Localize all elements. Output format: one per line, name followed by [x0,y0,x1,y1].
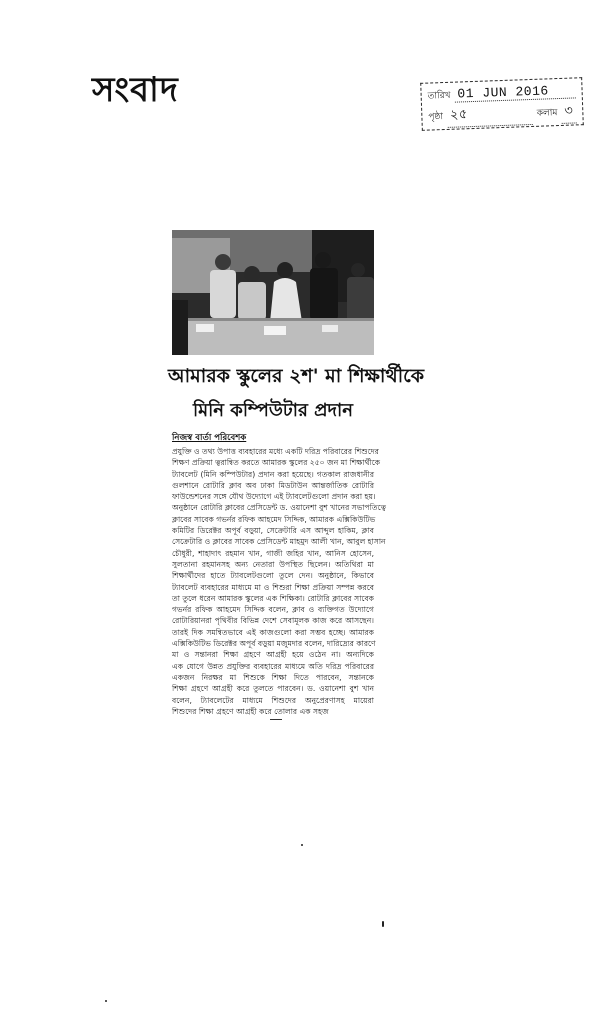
stamp-column-value: ৩ [561,101,577,124]
body-line: একজন নিরক্ষর মা শিশুকে শিক্ষা দিতে পারবেন, সন্তানকে [172,672,374,682]
body-line: কমিটির ডিরেক্টর অপূর্ব বড়ুয়া, সেক্রেটারি এস আব্দুল হাকিম, ক্লাব [172,526,374,536]
article-byline: নিজস্ব বার্তা পরিবেশক [172,433,247,443]
body-line: শিশুদের শিক্ষা গ্রহণে আগ্রহী করে তোলার এক সহজ [172,706,329,716]
body-line: অনুষ্ঠানে রোটারি ক্লাবের প্রেসিডেন্ট ড. ওয়ানেশা বুশ খানের সভাপতিত্বে [172,503,387,513]
body-line: শিক্ষার্থীদের হাতে ট্যাবলেটগুলো তুলে দেন। অনুষ্ঠানে, কিভাবে [172,571,374,581]
article-body [172,446,387,717]
body-line: এক্সিকিউটিভ ডিরেক্টর অপূর্ব বড়ুয়া মজুমদার বলেন, দারিদ্র্যের কারণে [172,639,376,649]
body-line: ট্যাবলেট ব্যবহারের মাধ্যমে মা ও শিশুরা শিক্ষা প্রক্রিয়া সম্পন্ন করবে [172,582,374,592]
body-line: সেক্রেটারি ও ক্লাবের সাবেক প্রেসিডেন্ট মাহমুদ আলী খান, আবুল হাসান [172,537,386,547]
scan-speck [301,844,303,846]
body-line: ফাউন্ডেশনের সঙ্গে যৌথ উদ্যোগে এই ট্যাবলেটগুলো প্রদান করা হয়। [172,492,376,502]
scan-speck [382,921,384,927]
body-line: গুলশানে রোটারি ক্লাব অব ঢাকা মিডটাউন আন্তর্জাতিক রোটারি [172,480,374,490]
body-line: চৌধুরী, শাহাদাৎ রহমান খান, গাজী জহির খান, আনিস হোসেন, [172,548,374,558]
body-line: প্রযুক্তি ও তথ্য উপাত্ত ব্যবহারের মধ্যে একটি দরিদ্র পরিবারের শিশুদের [172,447,379,456]
stamp-page-label: পৃষ্ঠা [428,112,444,123]
article-headline: আমারক স্কুলের ২শ' মা শিক্ষার্থীকে [168,365,425,387]
body-line: ট্যাবলেট (মিনি কম্পিউটার) প্রদান করা হয়েছে। গতকাল রাজধানীর [172,469,374,479]
stamp-date-value: 01 JUN 2016 [454,82,576,102]
stamp-date-label: তারিখ [427,90,451,102]
body-line: এক যোগে উন্নত প্রযুক্তির ব্যবহারের মাধ্যমে অতি দরিদ্র পরিবারের [172,661,374,671]
scan-speck [105,1000,107,1002]
body-line: ক্লাবের সাবেক গভর্নর রফিক আহমেদ সিদ্দিক, আমারক এক্সিকিউটিভ [172,514,376,524]
body-line: গভর্নর রফিক আহমেদ সিদ্দিক বলেন, ক্লাব ও ব্যক্তিগত উদ্যোগে [172,605,374,615]
body-line: সুলতানা রহমানসহ অন্য নেতারা উপস্থিত ছিলেন। অতিথিরা মা [172,559,374,569]
body-line: বলেন, ট্যাবলেটের মাধ্যমে শিশুদের অনুপ্রেরণাসহ মায়েরা [172,695,374,705]
stamp-page-row [428,101,577,125]
body-line: তারই দিক সমন্বিতভাবে এই কাজগুলো করা সম্ভব হচ্ছে। আমারক [172,627,374,637]
body-line: তা তুলে ধরেন আমারক স্কুলের এক শিক্ষিকা। রোটারি ক্লাবের সাবেক [172,593,374,603]
clipping-date-stamp [420,77,584,131]
body-line: মা ও সন্তানরা শিক্ষা গ্রহণে আগ্রহী হয়ে ওঠেন না। অন্যদিকে [172,650,374,660]
masthead-logo: সংবাদ [92,70,179,110]
article-photo [172,230,374,355]
stamp-page-value: ২৫ [447,103,534,128]
body-line: শিক্ষণ প্রক্রিয়া ত্বরান্বিত করতে আমারক স্কুলের ২৫০ জন মা শিক্ষার্থীকে [172,458,381,468]
article-subheadline: মিনি কম্পিউটার প্রদান [193,400,353,421]
body-line: রোটারিয়ানরা পৃথিবীর বিভিন্ন দেশে সেবামূলক কাজ করে আসছেন। [172,616,374,626]
article-end-dash [270,719,282,720]
stamp-column-label: কলাম [536,108,558,119]
body-line: শিক্ষা গ্রহণে আগ্রহী করে তুলতে পারবেন। ড. ওয়ানেশা বুশ খান [172,684,374,694]
